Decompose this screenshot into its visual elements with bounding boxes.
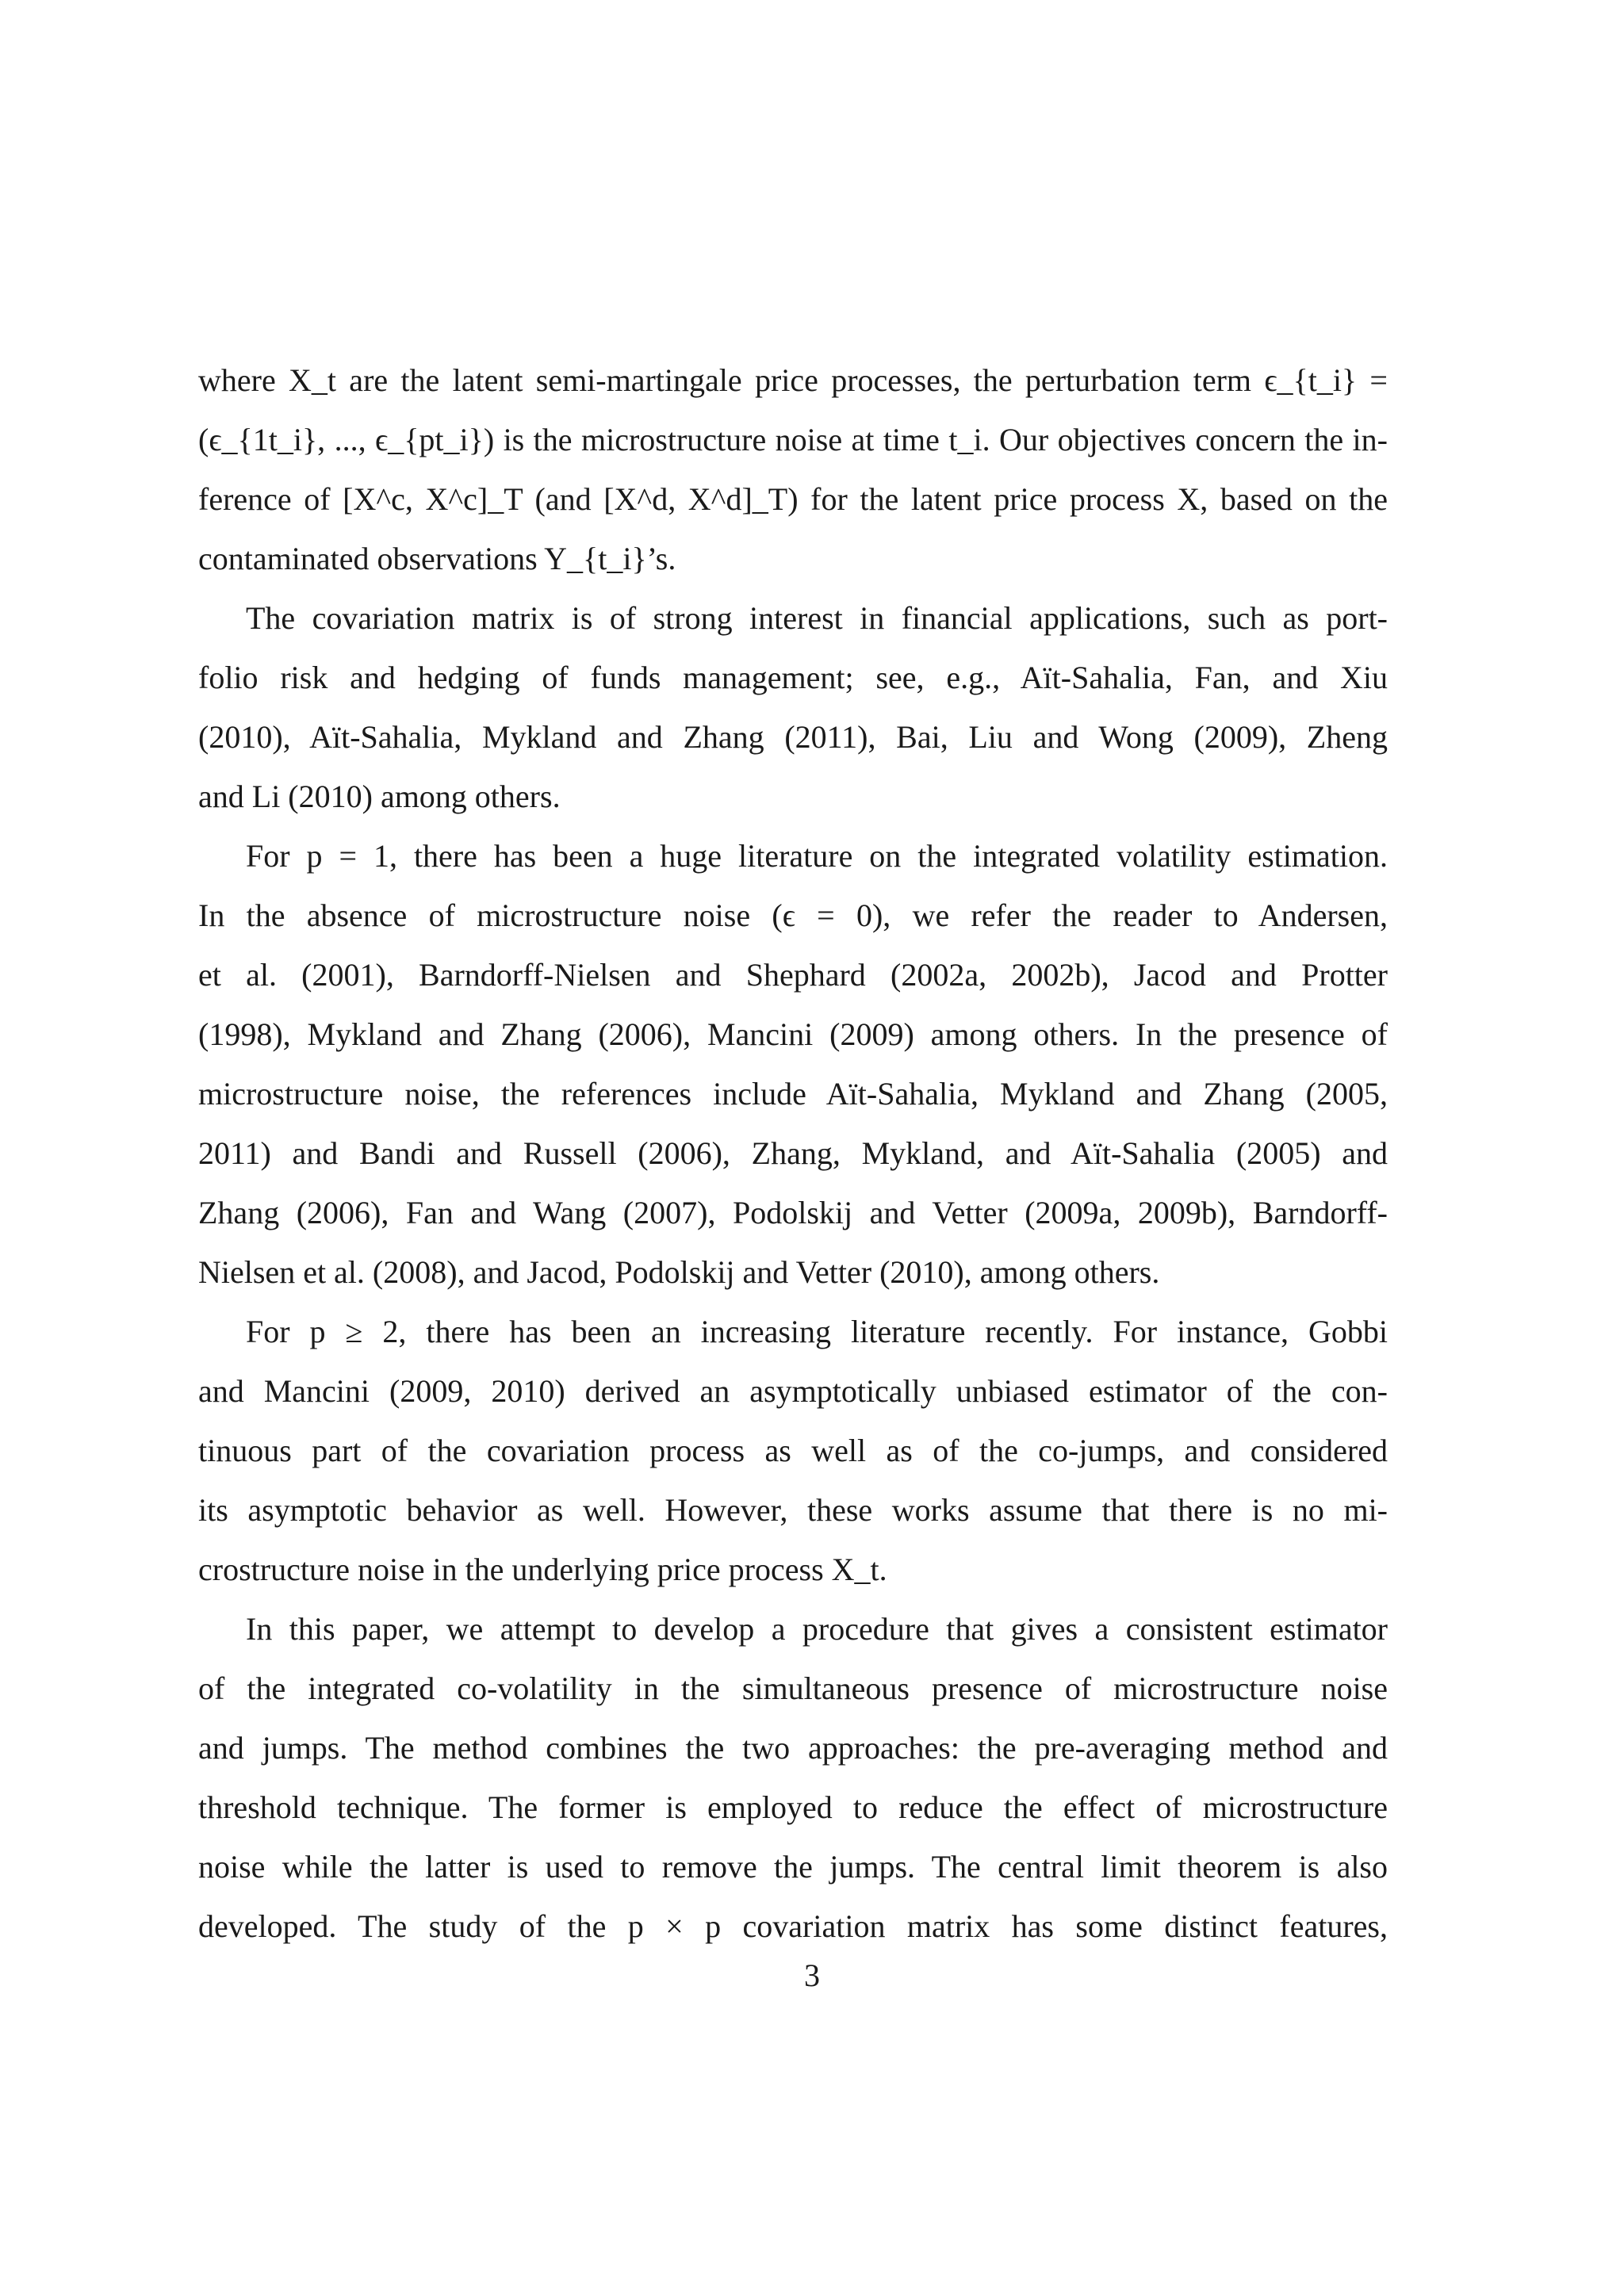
text-line: microstructure noise, the references include Aït-Sahalia, Mykland and Zhang (2005, bbox=[198, 1076, 1388, 1112]
text-line: The covariation matrix is of strong interest in financial applications, such as port- bbox=[246, 600, 1388, 636]
text-line: Nielsen et al. (2008), and Jacod, Podolskij and Vetter (2010), among others. bbox=[198, 1254, 1160, 1290]
text-line: (2010), Aït-Sahalia, Mykland and Zhang (2011), Bai, Liu and Wong (2009), Zheng bbox=[198, 719, 1388, 755]
text-line: et al. (2001), Barndorff-Nielsen and Shephard (2002a, 2002b), Jacod and Protter bbox=[198, 957, 1388, 993]
text-line: Zhang (2006), Fan and Wang (2007), Podolskij and Vetter (2009a, 2009b), Barndorff- bbox=[198, 1195, 1388, 1230]
paragraph-3 bbox=[198, 826, 1388, 1302]
text-line: and jumps. The method combines the two approaches: the pre-averaging method and bbox=[198, 1730, 1388, 1766]
paragraph-4 bbox=[198, 1302, 1388, 1599]
text-line: and Mancini (2009, 2010) derived an asymptotically unbiased estimator of the con- bbox=[198, 1373, 1388, 1409]
text-line: noise while the latter is used to remove the jumps. The central limit theorem is also bbox=[198, 1849, 1388, 1885]
text-line: crostructure noise in the underlying price process X_t. bbox=[198, 1552, 887, 1587]
text-line: where X_t are the latent semi-martingale price processes, the perturbation term ϵ_{t_i} = bbox=[198, 362, 1388, 398]
text-line: threshold technique. The former is employed to reduce the effect of microstructure bbox=[198, 1789, 1388, 1825]
text-line: For p = 1, there has been a huge literature on the integrated volatility estimation. bbox=[246, 838, 1388, 874]
text-line: contaminated observations Y_{t_i}’s. bbox=[198, 541, 676, 576]
paragraph-2 bbox=[198, 588, 1388, 826]
page-body bbox=[198, 350, 1388, 1956]
paragraph-5 bbox=[198, 1599, 1388, 1956]
text-line: For p ≥ 2, there has been an increasing literature recently. For instance, Gobbi bbox=[246, 1314, 1388, 1349]
text-line: (ϵ_{1t_i}, ..., ϵ_{pt_i}) is the microstructure noise at time t_i. Our objectives concern the in- bbox=[198, 422, 1388, 457]
text-line: ference of [X^c, X^c]_T (and [X^d, X^d]_T) for the latent price process X, based on the bbox=[198, 481, 1388, 517]
text-line: folio risk and hedging of funds management; see, e.g., Aït-Sahalia, Fan, and Xiu bbox=[198, 660, 1388, 695]
paragraph-1 bbox=[198, 350, 1388, 588]
text-line: In this paper, we attempt to develop a procedure that gives a consistent estimator bbox=[246, 1611, 1388, 1647]
text-line: its asymptotic behavior as well. However, these works assume that there is no mi- bbox=[198, 1492, 1388, 1528]
text-line: of the integrated co-volatility in the simultaneous presence of microstructure noise bbox=[198, 1670, 1388, 1706]
text-line: (1998), Mykland and Zhang (2006), Mancini (2009) among others. In the presence of bbox=[198, 1016, 1388, 1052]
text-line: tinuous part of the covariation process as well as of the co-jumps, and considered bbox=[198, 1433, 1388, 1468]
page-number: 3 bbox=[804, 1957, 820, 1993]
text-line: 2011) and Bandi and Russell (2006), Zhang, Mykland, and Aït-Sahalia (2005) and bbox=[198, 1135, 1388, 1171]
text-line: and Li (2010) among others. bbox=[198, 779, 561, 814]
text-line: In the absence of microstructure noise (ϵ = 0), we refer the reader to Andersen, bbox=[198, 897, 1388, 933]
text-line: developed. The study of the p × p covariation matrix has some distinct features, bbox=[198, 1908, 1388, 1944]
